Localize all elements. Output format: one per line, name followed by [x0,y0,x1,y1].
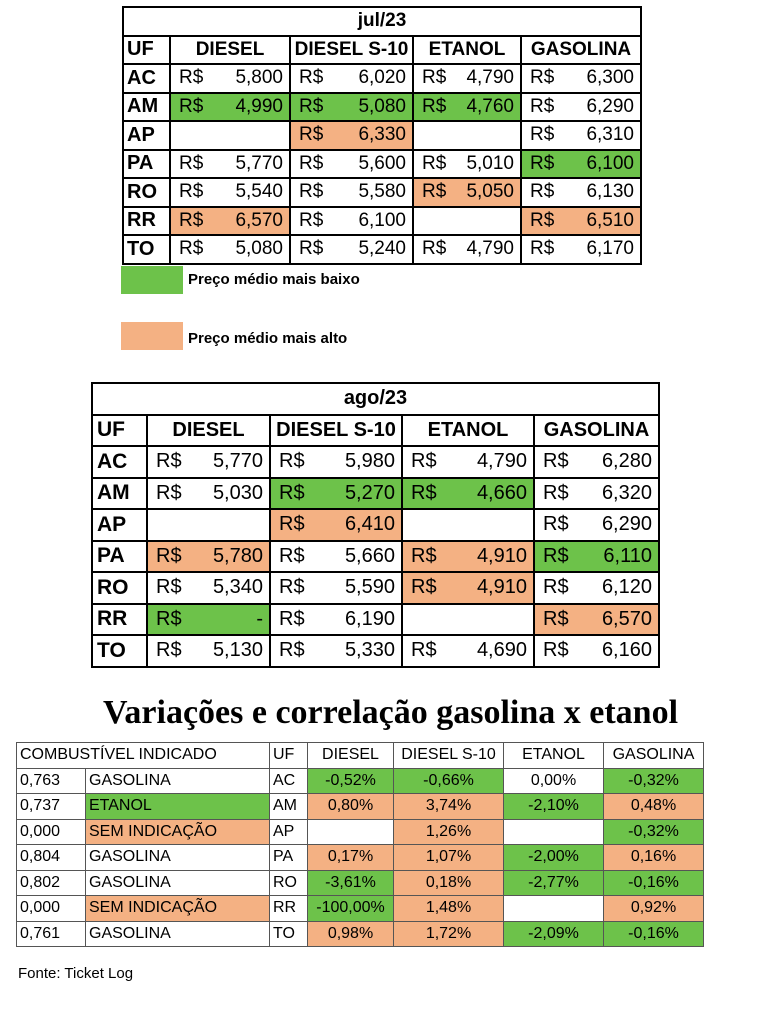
price-cell [290,150,413,179]
price-cell [170,178,290,207]
price-cell [270,541,402,573]
currency-label: R$ [156,639,182,662]
currency-label: R$ [156,544,182,567]
uf-cell: AC [270,768,308,794]
variation-cell: -2,10% [504,794,604,820]
currency-label: R$ [543,513,569,536]
currency-label: R$ [279,513,305,536]
price-cell [402,478,534,510]
table-row [17,896,704,922]
price-cell [402,509,534,541]
ratio-cell: 0,761 [17,921,86,947]
section-title: Variações e correlação gasolina x etanol [102,694,679,731]
column-header: DIESEL S-10 [270,415,402,447]
price-value: 5,240 [358,238,406,260]
price-value: 4,790 [476,450,527,473]
price-cell [147,478,270,510]
price-value: 6,330 [358,124,406,146]
price-cell [534,509,659,541]
fuel-cell: GASOLINA [86,870,270,896]
table-row [17,870,704,896]
price-value: 6,280 [601,450,652,473]
column-header: DIESEL S-10 [290,36,413,65]
uf-cell: AM [123,93,170,122]
fuel-cell: GASOLINA [86,845,270,871]
uf-cell: TO [92,635,147,667]
currency-label: R$ [422,238,447,260]
price-cell [290,121,413,150]
column-header: UF [270,743,308,769]
uf-cell: AP [92,509,147,541]
table-row [92,541,659,573]
price-value: 6,100 [358,209,406,231]
price-cell [521,178,641,207]
variation-cell: 0,80% [308,794,394,820]
currency-label: R$ [530,209,555,231]
price-value: 6,120 [601,576,652,599]
price-value: 4,790 [466,238,514,260]
price-value: 6,310 [586,124,634,146]
currency-label: R$ [279,639,305,662]
variation-cell: -2,00% [504,845,604,871]
currency-label: R$ [411,544,437,567]
price-cell [147,446,270,478]
price-cell [413,93,521,122]
price-cell [521,93,641,122]
ratio-cell: 0,000 [17,896,86,922]
table-row [123,235,641,264]
fuel-cell: SEM INDICAÇÃO [86,819,270,845]
column-header: DIESEL [147,415,270,447]
variation-cell: -3,61% [308,870,394,896]
price-value: 6,100 [586,152,634,174]
currency-label: R$ [411,481,437,504]
ratio-cell: 0,737 [17,794,86,820]
table-row [92,478,659,510]
price-cell [147,635,270,667]
currency-label: R$ [530,124,555,146]
price-cell [147,572,270,604]
currency-label: R$ [156,607,182,630]
table-row [123,207,641,236]
price-cell [413,150,521,179]
price-value: 5,080 [358,95,406,117]
uf-cell: AP [270,819,308,845]
price-cell [270,446,402,478]
uf-cell: RR [123,207,170,236]
fuel-cell: ETANOL [86,794,270,820]
column-header: ETANOL [413,36,521,65]
price-value: 6,170 [586,238,634,260]
price-cell [270,509,402,541]
variation-cell: 0,48% [604,794,704,820]
ratio-cell: 0,763 [17,768,86,794]
variation-cell: -0,66% [394,768,504,794]
table-title: ago/23 [92,383,659,415]
column-header: GASOLINA [604,743,704,769]
price-value: 5,770 [235,152,283,174]
price-value: 5,780 [212,544,263,567]
uf-cell: PA [92,541,147,573]
table-row [92,572,659,604]
price-cell [270,604,402,636]
currency-label: R$ [299,152,324,174]
price-value: 5,540 [235,181,283,203]
column-header: ETANOL [402,415,534,447]
ratio-cell: 0,804 [17,845,86,871]
variation-cell: 0,92% [604,896,704,922]
uf-cell: AP [123,121,170,150]
currency-label: R$ [179,238,204,260]
currency-label: R$ [530,152,555,174]
price-cell [402,446,534,478]
currency-label: R$ [411,450,437,473]
price-value: 5,660 [344,544,395,567]
uf-cell: TO [270,921,308,947]
uf-cell: AM [270,794,308,820]
column-header: DIESEL S-10 [394,743,504,769]
price-value: 6,020 [358,67,406,89]
currency-label: R$ [279,450,305,473]
currency-label: R$ [299,181,324,203]
price-value: 6,160 [601,639,652,662]
variation-cell: 1,48% [394,896,504,922]
price-cell [290,93,413,122]
column-header: UF [92,415,147,447]
price-cell [413,235,521,264]
price-cell [170,235,290,264]
currency-label: R$ [422,181,447,203]
price-cell [534,604,659,636]
uf-cell: RO [270,870,308,896]
variation-cell: 0,18% [394,870,504,896]
fuel-cell: GASOLINA [86,921,270,947]
price-value: 6,570 [601,607,652,630]
currency-label: R$ [299,238,324,260]
column-header: DIESEL [170,36,290,65]
price-cell [402,541,534,573]
column-header: ETANOL [504,743,604,769]
table-row [17,845,704,871]
table-row [92,446,659,478]
legend-label-low: Preço médio mais baixo [188,271,360,288]
price-value: 6,290 [601,513,652,536]
currency-label: R$ [179,209,204,231]
currency-label: R$ [179,181,204,203]
price-value: 5,330 [344,639,395,662]
price-value: 4,790 [466,67,514,89]
price-cell [413,64,521,93]
variation-cell: 0,16% [604,845,704,871]
table-row [17,819,704,845]
uf-cell: RO [123,178,170,207]
uf-cell: RO [92,572,147,604]
currency-label: R$ [411,639,437,662]
price-table-jul [122,6,642,265]
price-cell [147,541,270,573]
currency-label: R$ [156,576,182,599]
price-value: 6,110 [603,544,652,567]
uf-cell: PA [123,150,170,179]
price-cell [413,207,521,236]
price-cell [170,150,290,179]
price-value: 6,510 [586,209,634,231]
variation-cell: -0,52% [308,768,394,794]
price-value: 5,580 [358,181,406,203]
currency-label: R$ [543,607,569,630]
price-cell [521,207,641,236]
variation-cell: 1,07% [394,845,504,871]
price-cell [534,446,659,478]
currency-label: R$ [279,576,305,599]
uf-cell: AC [92,446,147,478]
price-cell [402,604,534,636]
price-value: 4,760 [466,95,514,117]
currency-label: R$ [543,450,569,473]
price-value: 5,980 [344,450,395,473]
price-table-ago [91,382,660,668]
price-cell [521,64,641,93]
source-note: Fonte: Ticket Log [18,965,134,982]
table-row [92,635,659,667]
price-value: 4,690 [476,639,527,662]
price-cell [402,635,534,667]
price-cell [170,93,290,122]
uf-cell: AM [92,478,147,510]
column-header: UF [123,36,170,65]
table-row [123,121,641,150]
uf-cell: PA [270,845,308,871]
table-row [123,64,641,93]
price-value: 6,320 [601,481,652,504]
variation-cell: 3,74% [394,794,504,820]
table-row [123,178,641,207]
price-cell [147,509,270,541]
price-cell [170,121,290,150]
price-value: 5,770 [212,450,263,473]
price-cell [521,235,641,264]
variation-table [16,742,704,947]
uf-cell: TO [123,235,170,264]
currency-label: R$ [411,576,437,599]
currency-label: R$ [279,481,305,504]
currency-label: R$ [156,450,182,473]
ratio-cell: 0,000 [17,819,86,845]
currency-label: R$ [543,576,569,599]
price-value: 5,590 [344,576,395,599]
variation-cell [504,896,604,922]
uf-cell: RR [92,604,147,636]
price-cell [290,178,413,207]
currency-label: R$ [543,481,569,504]
column-header: GASOLINA [521,36,641,65]
price-value: 4,910 [476,544,527,567]
currency-label: R$ [422,67,447,89]
price-cell [290,207,413,236]
price-value: 6,410 [344,513,395,536]
price-value: 5,030 [212,481,263,504]
currency-label: R$ [530,238,555,260]
currency-label: R$ [179,95,204,117]
table-row [92,509,659,541]
price-cell [521,150,641,179]
table-title: jul/23 [123,7,641,36]
price-value: 5,010 [466,152,514,174]
price-value: 5,270 [344,481,395,504]
price-value: 5,800 [235,67,283,89]
price-cell [534,635,659,667]
currency-label: R$ [530,181,555,203]
uf-cell: RR [270,896,308,922]
price-cell [534,478,659,510]
price-cell [534,541,659,573]
variation-cell: -0,32% [604,768,704,794]
price-value: 4,660 [476,481,527,504]
table-row [17,768,704,794]
variation-cell: 1,26% [394,819,504,845]
price-cell [534,572,659,604]
variation-cell: -100,00% [308,896,394,922]
fuel-cell: GASOLINA [86,768,270,794]
currency-label: R$ [179,152,204,174]
table-row [123,93,641,122]
currency-label: R$ [299,124,324,146]
column-header: COMBUSTÍVEL INDICADO [17,743,270,769]
table-header-row [92,415,659,447]
variation-cell: -0,16% [604,921,704,947]
price-value: 4,910 [476,576,527,599]
variation-cell [504,819,604,845]
currency-label: R$ [543,544,569,567]
currency-label: R$ [279,544,305,567]
variation-cell: -2,09% [504,921,604,947]
variation-cell: 0,00% [504,768,604,794]
price-value: 5,130 [212,639,263,662]
price-value: 6,190 [344,607,395,630]
variation-cell: -0,32% [604,819,704,845]
variation-cell: -2,77% [504,870,604,896]
legend-swatch-high [121,322,183,350]
currency-label: R$ [299,67,324,89]
currency-label: R$ [179,67,204,89]
price-cell [402,572,534,604]
currency-label: R$ [543,639,569,662]
price-cell [270,635,402,667]
currency-label: R$ [530,95,555,117]
ratio-cell: 0,802 [17,870,86,896]
price-value: 5,340 [212,576,263,599]
currency-label: R$ [422,152,447,174]
table-row [123,150,641,179]
currency-label: R$ [299,209,324,231]
price-value: - [256,607,263,630]
table-header-row [17,743,704,769]
currency-label: R$ [279,607,305,630]
table-row [17,794,704,820]
table-row [17,921,704,947]
price-value: 6,300 [586,67,634,89]
price-value: 6,290 [586,95,634,117]
currency-label: R$ [299,95,324,117]
column-header: GASOLINA [534,415,659,447]
uf-cell: AC [123,64,170,93]
price-cell [170,207,290,236]
currency-label: R$ [530,67,555,89]
price-value: 5,050 [466,181,514,203]
price-cell [270,478,402,510]
price-value: 6,130 [586,181,634,203]
fuel-cell: SEM INDICAÇÃO [86,896,270,922]
variation-cell: -0,16% [604,870,704,896]
column-header: DIESEL [308,743,394,769]
price-cell [170,64,290,93]
table-header-row [123,36,641,65]
legend-label-high: Preço médio mais alto [188,330,348,347]
price-value: 5,600 [358,152,406,174]
variation-cell [308,819,394,845]
variation-cell: 0,98% [308,921,394,947]
price-cell [270,572,402,604]
table-row [92,604,659,636]
price-value: 4,990 [235,95,283,117]
currency-label: R$ [156,481,182,504]
price-cell [521,121,641,150]
price-cell [290,235,413,264]
price-value: 6,570 [235,209,283,231]
price-cell [290,64,413,93]
price-cell [413,121,521,150]
variation-cell: 0,17% [308,845,394,871]
currency-label: R$ [422,95,447,117]
price-cell [147,604,270,636]
legend-swatch-low [121,266,183,294]
variation-cell: 1,72% [394,921,504,947]
price-value: 5,080 [235,238,283,260]
price-cell [413,178,521,207]
